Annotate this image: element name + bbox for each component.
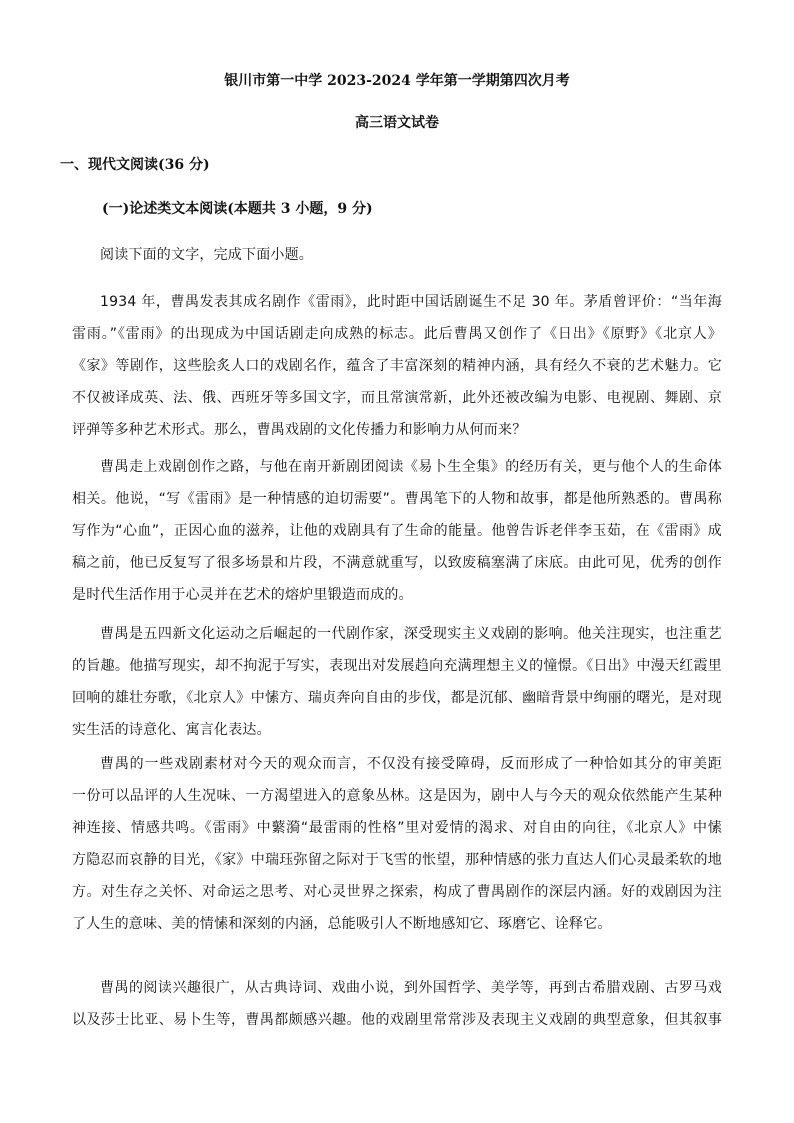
passage-paragraph-1 [72, 286, 722, 446]
instruction-text: 阅读下面的文字，完成下面小题。 [100, 247, 313, 263]
paragraph-line: 方隐忍而哀静的目光，《家》中瑞珏弥留之际对于飞雪的怅望，那种情感的张力直达人们心灵最柔软的地 [72, 852, 722, 868]
paragraph-line: 的旨趣。他描写现实，却不拘泥于写实，表现出对发展趋向充满理想主义的憧憬。《日出》中漫天红霞里 [72, 658, 722, 674]
paragraph-line: 一份可以品评的人生况味、一方渴望进入的意象丛林。这是因为，剧中人与今天的观众依然能产生某种 [72, 788, 722, 804]
paragraph-line: 方。对生存之关怀、对命运之思考、对心灵世界之探索，构成了曹禺剧作的深层内涵。好的戏剧因为注 [72, 884, 722, 900]
paragraph-line: 《家》等剧作，这些脍炙人口的戏剧名作，蕴含了丰富深刻的精神内涵，具有经久不衰的艺术魅力。它 [72, 358, 722, 374]
paragraph-line: 曹禺是五四新文化运动之后崛起的一代剧作家，深受现实主义戏剧的影响。他关注现实，也注重艺 [100, 626, 722, 642]
paragraph-line: 相关。他说，“写《雷雨》是一种情感的迫切需要”。曹禺笔下的人物和故事，都是他所熟悉的。曹禺称 [72, 491, 722, 507]
subsection-heading: (一)论述类文本阅读(本题共 3 小题，9 分) [102, 201, 373, 217]
paper-title: 高三语文试卷 [355, 115, 439, 131]
passage-paragraph-3 [72, 618, 722, 746]
paragraph-line: 不仅被译成英、法、俄、西班牙等多国文字，而且常演常新，此外还被改编为电影、电视剧、舞剧、京 [72, 390, 722, 406]
instruction-paragraph [72, 239, 722, 271]
paragraph-line: 稿之前，他已反复写了很多场景和片段，不满意就重写，以致废稿塞满了床底。由此可见，优秀的创作 [72, 555, 722, 571]
paragraph-line: 曹禺的阅读兴趣很广，从古典诗词、戏曲小说，到外国哲学、美学等，再到古希腊戏剧、古罗马戏 [100, 980, 722, 996]
section-heading: 一、现代文阅读(36 分) [60, 157, 210, 173]
paragraph-line: 以及莎士比亚、易卜生等，曹禺都颇感兴趣。他的戏剧里常常涉及表现主义戏剧的典型意象，但其叙事 [72, 1012, 722, 1028]
paragraph-line: 神连接、情感共鸣。《雷雨》中蘩漪“最雷雨的性格”里对爱情的渴求、对自由的向往，《北京人》中愫 [72, 820, 722, 836]
passage-paragraph-4 [72, 748, 722, 940]
paragraph-line: 评弹等多种艺术形式。那么，曹禺戏剧的文化传播力和影响力从何而来？ [72, 422, 527, 438]
exam-title: 银川市第一中学 2023-2024 学年第一学期第四次月考 [224, 73, 570, 89]
paragraph-line: 1934 年，曹禺发表其成名剧作《雷雨》，此时距中国话剧诞生不足 30 年。茅盾曾评价：“当年海 [100, 294, 722, 310]
paragraph-line: 实生活的诗意化、寓言化表达。 [72, 722, 271, 738]
paragraph-line: 写作为“心血”，正因心血的滋养，让他的戏剧具有了生命的能量。他曾告诉老伴李玉茹，在《雷雨》成 [72, 523, 722, 539]
paragraph-line: 曹禺的一些戏剧素材对今天的观众而言，不仅没有接受障碍，反而形成了一种恰如其分的审美距 [100, 756, 722, 772]
paragraph-line: 曹禺走上戏剧创作之路，与他在南开新剧团阅读《易卜生全集》的经历有关，更与他个人的生命体 [100, 459, 722, 475]
paragraph-line: 是时代生活作用于心灵并在艺术的熔炉里锻造而成的。 [72, 587, 413, 603]
paragraph-line: 雷雨。”《雷雨》的出现成为中国话剧走向成熟的标志。此后曹禺又创作了《日出》《原野》《北京人》 [72, 326, 722, 342]
passage-paragraph-2 [72, 451, 722, 611]
passage-paragraph-5 [72, 972, 722, 1036]
paragraph-line: 回响的雄壮夯歌，《北京人》中愫方、瑞贞奔向自由的步伐，都是沉郁、幽暗背景中绚丽的曙光，是对现 [72, 690, 722, 706]
paragraph-line: 了人生的意味、美的情愫和深刻的内涵，总能吸引人不断地感知它、琢磨它、诠释它。 [72, 916, 612, 932]
